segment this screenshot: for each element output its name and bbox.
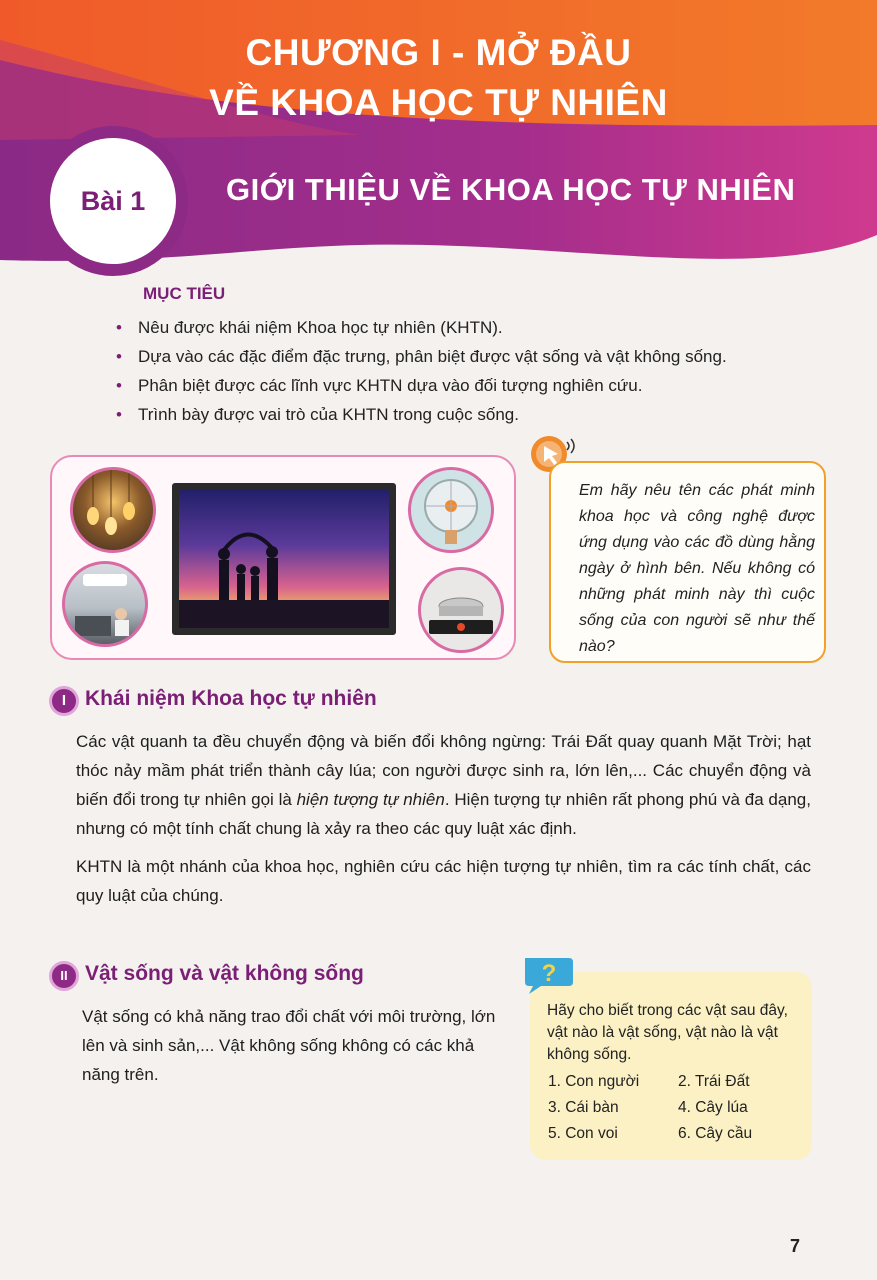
- chapter-title-line1: CHƯƠNG I - MỞ ĐẦU: [245, 32, 632, 73]
- exercise-question-text: Hãy cho biết trong các vật sau đây, vật nào là vật sống, vật nào là vật không sống.: [547, 1002, 788, 1063]
- inventions-collage: [50, 455, 516, 660]
- exercise-option: 2. Trái Đất: [678, 1073, 750, 1090]
- question-symbol: ?: [541, 960, 557, 987]
- section-number-badge: I: [49, 686, 79, 716]
- section1-paragraph2: KHTN là một nhánh của khoa học, nghiên cứu các hiện tượng tự nhiên, tìm ra các tính chất, các quy luật của chúng.: [76, 857, 811, 905]
- section-title: Khái niệm Khoa học tự nhiên: [85, 687, 377, 710]
- exercise-option: 6. Cây cầu: [678, 1125, 753, 1142]
- question-mark-icon: [521, 954, 577, 994]
- air-conditioner-photo: [62, 561, 148, 647]
- lesson-badge: [38, 126, 188, 276]
- chapter-title-line2: VỀ KHOA HỌC TỰ NHIÊN: [209, 82, 668, 123]
- induction-cooker-photo: [418, 567, 504, 653]
- objectives-heading: MỤC TIÊU: [143, 284, 226, 303]
- discussion-question-box: [549, 461, 826, 663]
- electric-fan-photo: [408, 467, 494, 553]
- section1-paragraph1: Các vật quanh ta đều chuyển động và biến đổi không ngừng: Trái Đất quay quanh Mặt Trời; hạt thóc nảy mầm phát triển thành cây lúa; con người được sinh ra, lớn lên,... Các chuyển động và biến đổi trong tự nhiên gọi là hiện tượng tự nhiên. Hiện tượng tự nhiên rất phong phú và đa dạng, nhưng có một tính chất chung là xảy ra theo các quy luật xác định.: [76, 732, 811, 838]
- exercise-option: 3. Cái bàn: [548, 1099, 619, 1116]
- exercise-option: 1. Con người: [548, 1073, 640, 1090]
- section-number-badge: II: [49, 961, 79, 991]
- objective-item: • Nêu được khái niệm Khoa học tự nhiên (KHTN).: [116, 313, 727, 342]
- exercise-option: 4. Cây lúa: [678, 1099, 748, 1116]
- exercise-option: 5. Con voi: [548, 1125, 618, 1142]
- lesson-title: GIỚI THIỆU VỀ KHOA HỌC TỰ NHIÊN: [226, 172, 796, 207]
- page-number: 7: [790, 1236, 801, 1256]
- objective-item: • Dựa vào các đặc điểm đặc trưng, phân biệt được vật sống và vật không sống.: [116, 342, 727, 371]
- emphasis-term: hiện tượng tự nhiên: [296, 790, 445, 809]
- objectives-list: [116, 313, 727, 429]
- discussion-question-text: Em hãy nêu tên các phát minh khoa học và công nghệ được ứng dụng vào các đồ dùng hằng ngày ở hình bên. Nếu không có những phát minh này thì cuộc sống của con người sẽ như thế nào?: [579, 482, 815, 655]
- television-photo: [172, 483, 396, 635]
- chapter-title: [0, 28, 877, 128]
- section-title: Vật sống và vật không sống: [85, 962, 364, 985]
- objective-item: • Phân biệt được các lĩnh vực KHTN dựa vào đối tượng nghiên cứu.: [116, 371, 727, 400]
- light-bulbs-photo: [70, 467, 156, 553]
- lesson-badge-label: Bài 1: [80, 186, 146, 216]
- objective-item: • Trình bày được vai trò của KHTN trong cuộc sống.: [116, 400, 727, 429]
- section2-paragraph: Vật sống có khả năng trao đổi chất với môi trường, lớn lên và sinh sản,... Vật không sống không có các khả năng trên.: [82, 1007, 496, 1084]
